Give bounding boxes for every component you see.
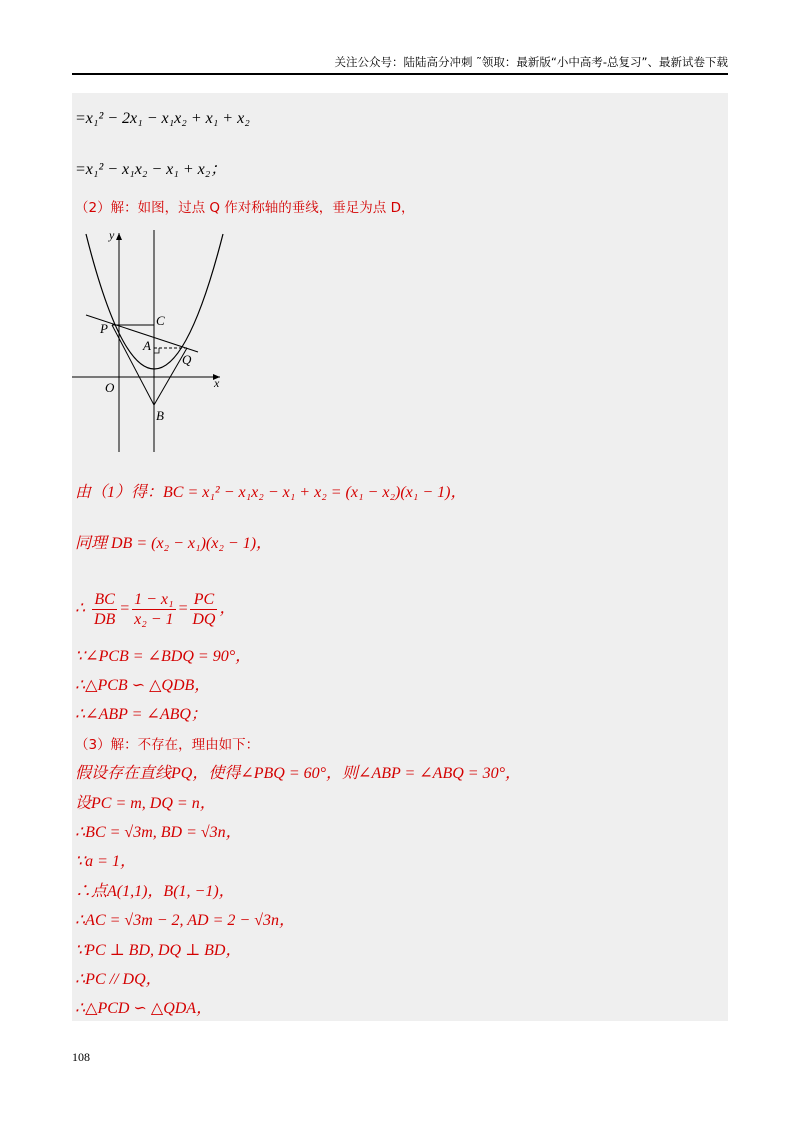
angle-conclusion-line: ∴∠ABP = ∠ABQ；	[75, 706, 207, 723]
assumption-line: 假设存在直线PQ，使得∠PBQ = 60°，则∠ABP = ∠ABQ = 30°，	[75, 765, 521, 782]
fraction-x-terms-denominator: x₂ − 1	[134, 610, 174, 628]
fraction-pc-dq	[190, 590, 217, 629]
page-number: 108	[72, 1050, 90, 1064]
equation-line-2: =x₁² − x₁x₂ − x₁ + x₂；	[75, 161, 227, 178]
parallel-line: ∴PC // DQ，	[75, 971, 162, 988]
label-b: B	[156, 408, 164, 423]
equals-sign-2: =	[177, 600, 189, 617]
bc-expression-line: 由（1）得：BC = x₁² − x₁x₂ − x₁ + x₂ = (x₁ − x₂)(x₁ − 1)，	[75, 484, 467, 501]
equation-line-1: =x₁² − 2x₁ − x₁x₂ + x₁ + x₂	[75, 110, 250, 127]
fraction-pc-dq-denominator: DQ	[192, 610, 216, 628]
angle-equality-line: ∵∠PCB = ∠BDQ = 90°，	[75, 648, 252, 665]
similarity-line-1: ∴△PCB ∽ △QDB，	[75, 677, 211, 694]
label-c: C	[156, 313, 165, 328]
label-y: y	[109, 230, 115, 242]
points-line: ∴点A(1,1)，B(1, −1)，	[75, 883, 235, 900]
label-p: P	[100, 321, 108, 336]
label-a: A	[143, 338, 151, 353]
fraction-x-terms	[132, 590, 175, 629]
therefore-symbol: ∴	[75, 600, 86, 617]
ratio-line-comma: ，	[219, 600, 236, 617]
y-axis-arrow	[116, 233, 122, 240]
similarity-line-2: ∴△PCD ∽ △QDA，	[75, 1000, 213, 1017]
fraction-pc-dq-numerator: PC	[190, 590, 217, 610]
fraction-bc-db-denominator: DB	[93, 610, 116, 628]
bc-bd-line: ∴BC = √3m, BD = √3n，	[75, 824, 242, 841]
parabola-figure	[72, 230, 242, 462]
a-value-line: ∵a = 1，	[75, 853, 136, 870]
ratio-line	[75, 586, 235, 630]
fraction-x-terms-numerator: 1 − x₁	[134, 590, 174, 608]
segment-pb	[112, 325, 154, 405]
equals-sign-1: =	[119, 600, 131, 617]
part3-heading: （3）解：不存在，理由如下：	[75, 737, 260, 753]
let-line: 设PC = m, DQ = n，	[75, 795, 216, 812]
label-q: Q	[182, 352, 192, 367]
label-x: x	[214, 376, 220, 390]
fraction-bc-db	[92, 590, 117, 629]
ac-ad-line: ∴AC = √3m − 2, AD = 2 − √3n，	[75, 912, 295, 929]
label-o: O	[105, 380, 115, 395]
solution-content	[72, 93, 728, 1021]
fraction-bc-db-numerator: BC	[92, 590, 117, 610]
part2-heading: （2）解：如图，过点 Q 作对称轴的垂线，垂足为点 D，	[75, 200, 415, 216]
page-header: 关注公众号：陆陆高分冲刺 ˜领取：最新版“小中高考-总复习”、最新试卷下载	[72, 55, 728, 75]
right-angle-mark	[154, 348, 159, 353]
perpendicular-line: ∵PC ⊥ BD, DQ ⊥ BD，	[75, 942, 242, 959]
db-expression-line: 同理 DB = (x₂ − x₁)(x₂ − 1)，	[75, 535, 273, 552]
